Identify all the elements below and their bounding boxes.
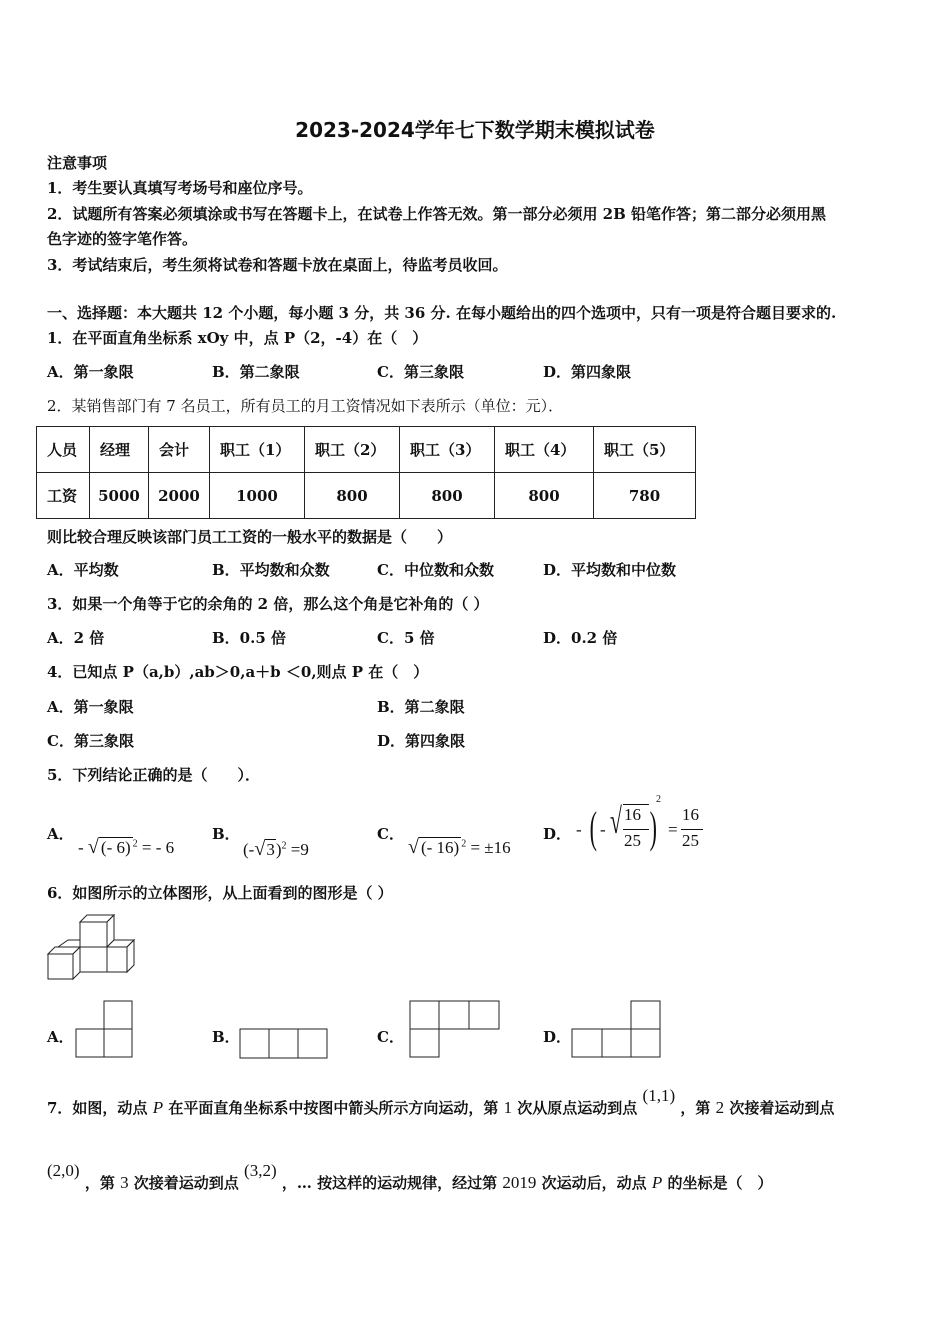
minus-sign: - — [576, 820, 582, 839]
open-paren: ( — [589, 803, 597, 852]
table-header-cell: 职工（4） — [495, 427, 594, 473]
sqrt-icon: √ — [254, 838, 266, 860]
notice-item: 色字迹的签字笔作答。 — [47, 230, 198, 248]
option-b: B．0.5 倍 — [212, 629, 286, 647]
fraction-numerator: 16 — [624, 805, 641, 824]
option-b-label: B． — [212, 1028, 240, 1046]
number: 2 — [715, 1098, 725, 1117]
text-segment: ，第 — [680, 1099, 711, 1117]
minus-sign: - — [78, 838, 84, 857]
math-expression-b — [243, 838, 309, 861]
table-cell: 780 — [594, 473, 696, 519]
result-fraction-bar — [681, 829, 703, 830]
option-c: C．第三象限 — [377, 363, 464, 381]
fraction-denominator: 25 — [624, 831, 641, 850]
coordinate: (1,1) — [642, 1086, 676, 1105]
text-segment: 在平面直角坐标系中按图中箭头所示方向运动，第 — [168, 1099, 499, 1117]
question-2-follow: 则比较合理反映该部门员工工资的一般水平的数据是（ ） — [47, 528, 453, 546]
fraction-bar — [623, 829, 649, 830]
equals-sign: = — [668, 820, 678, 839]
table-cell: 800 — [400, 473, 495, 519]
option-d: D．第四象限 — [543, 363, 632, 381]
table-cell: 5000 — [90, 473, 149, 519]
option-d: D．0.2 倍 — [543, 629, 618, 647]
question-1-stem: 1．在平面直角坐标系 xOy 中，点 P（2，-4）在（ ） — [47, 329, 428, 347]
number: 3 — [120, 1173, 129, 1192]
option-b-label: B． — [212, 825, 240, 843]
radicand: (- 16) — [420, 838, 460, 857]
option-d: D．第四象限 — [377, 732, 466, 750]
question-6-stem: 6．如图所示的立体图形，从上面看到的图形是（ ） — [47, 884, 393, 902]
inner-minus-sign: - — [600, 820, 606, 839]
option-d-label: D． — [543, 1028, 572, 1046]
option-c-label: C． — [377, 825, 404, 843]
top-view-option-a — [74, 1000, 134, 1060]
table-cell: 800 — [305, 473, 400, 519]
option-c: C．5 倍 — [377, 629, 435, 647]
exponent: 2 — [656, 794, 661, 805]
option-a-label: A． — [47, 825, 74, 843]
text-segment: 次运动后，动点 — [541, 1174, 647, 1192]
table-cell: 800 — [495, 473, 594, 519]
exponent: 2 — [281, 840, 287, 852]
math-expression-c — [408, 836, 511, 859]
coordinate: (3,2) — [244, 1161, 277, 1180]
text-segment: ，… 按这样的运动规律，经过第 — [281, 1174, 498, 1192]
question-5-stem: 5．下列结论正确的是（ ）． — [47, 766, 260, 784]
result-denominator: 25 — [682, 831, 699, 850]
option-d: D．平均数和中位数 — [543, 561, 677, 579]
math-expression-a — [78, 836, 174, 859]
option-c: C．第三象限 — [47, 732, 134, 750]
top-view-option-c — [409, 1000, 501, 1060]
exponent: 2 — [132, 838, 138, 850]
question-2-stem: 2．某销售部门有 7 名员工，所有员工的月工资情况如下表所示（单位：元）． — [47, 397, 564, 415]
question-7-line-1 — [47, 1086, 835, 1118]
question-7-line-2 — [47, 1161, 773, 1193]
sqrt-icon: √ — [408, 836, 419, 858]
number: 2019 — [502, 1173, 537, 1192]
table-header-cell: 会计 — [149, 427, 210, 473]
option-a: A．2 倍 — [47, 629, 105, 647]
close-paren: ) — [649, 803, 657, 852]
option-c-label: C． — [377, 1028, 404, 1046]
top-view-option-b — [239, 1028, 329, 1060]
radicand: (- 6) — [100, 838, 131, 857]
notice-item: 1．考生要认真填写考场号和座位序号。 — [47, 179, 313, 197]
result-numerator: 16 — [682, 805, 699, 824]
sqrt-icon: √ — [87, 836, 99, 858]
result: = ±16 — [470, 838, 511, 857]
option-c: C．中位数和众数 — [377, 561, 494, 579]
question-4-stem: 4．已知点 P（a,b）,ab＞0,a＋b ＜0,则点 P 在（ ） — [47, 663, 429, 681]
table-header-cell: 职工（5） — [594, 427, 696, 473]
result: =9 — [290, 840, 309, 859]
section-heading: 一、选择题：本大题共 12 个小题，每小题 3 分，共 36 分. 在每小题给出的四个选项中，只有一项是符合题目要求的. — [47, 304, 837, 322]
text-segment: 次接着运动到点 — [133, 1174, 239, 1192]
table-cell: 工资 — [37, 473, 90, 519]
question-3-stem: 3．如果一个角等于它的余角的 2 倍，那么这个角是它补角的（ ） — [47, 595, 489, 613]
table-header-cell: 职工（2） — [305, 427, 400, 473]
text-segment: 次接着运动到点 — [729, 1099, 835, 1117]
option-a: A．第一象限 — [47, 363, 134, 381]
table-header-cell: 经理 — [90, 427, 149, 473]
table-header-cell: 职工（3） — [400, 427, 495, 473]
table-header-cell: 人员 — [37, 427, 90, 473]
option-a: A．第一象限 — [47, 698, 134, 716]
exponent: 2 — [461, 838, 467, 850]
table-cell: 1000 — [210, 473, 305, 519]
close-paren: ) — [275, 840, 282, 859]
table-header-cell: 职工（1） — [210, 427, 305, 473]
salary-table — [36, 426, 696, 519]
option-b: B．平均数和众数 — [212, 561, 330, 579]
notice-heading: 注意事项 — [47, 154, 108, 172]
notice-item: 2．试题所有答案必须填涂或书写在答题卡上，在试卷上作答无效。第一部分必须用 2B 铅笔作答；第二部分必须用黑 — [47, 205, 827, 223]
notice-item: 3．考试结束后，考生须将试卷和答题卡放在桌面上，待监考员收回。 — [47, 256, 508, 274]
result: = - 6 — [141, 838, 175, 857]
page-title: 2023-2024学年七下数学期末模拟试卷 — [295, 118, 655, 142]
text-segment: 的坐标是（ ） — [667, 1174, 773, 1192]
text-segment: 7．如图，动点 — [47, 1099, 148, 1117]
table-cell: 2000 — [149, 473, 210, 519]
option-b: B．第二象限 — [377, 698, 465, 716]
number: 1 — [503, 1098, 513, 1117]
top-view-option-d — [570, 1000, 662, 1060]
sqrt-icon: √ — [610, 801, 622, 841]
open-paren: (- — [243, 840, 255, 859]
option-d-label: D． — [543, 825, 572, 843]
option-a: A．平均数 — [47, 561, 119, 579]
variable-p: P — [152, 1098, 164, 1117]
text-segment: 次从原点运动到点 — [517, 1099, 638, 1117]
coordinate: (2,0) — [47, 1161, 80, 1180]
option-b: B．第二象限 — [212, 363, 300, 381]
radicand: 3 — [266, 840, 275, 859]
variable-p: P — [651, 1173, 663, 1192]
option-a-label: A． — [47, 1028, 74, 1046]
text-segment: ，第 — [84, 1174, 115, 1192]
cube-stack-figure — [44, 912, 139, 984]
